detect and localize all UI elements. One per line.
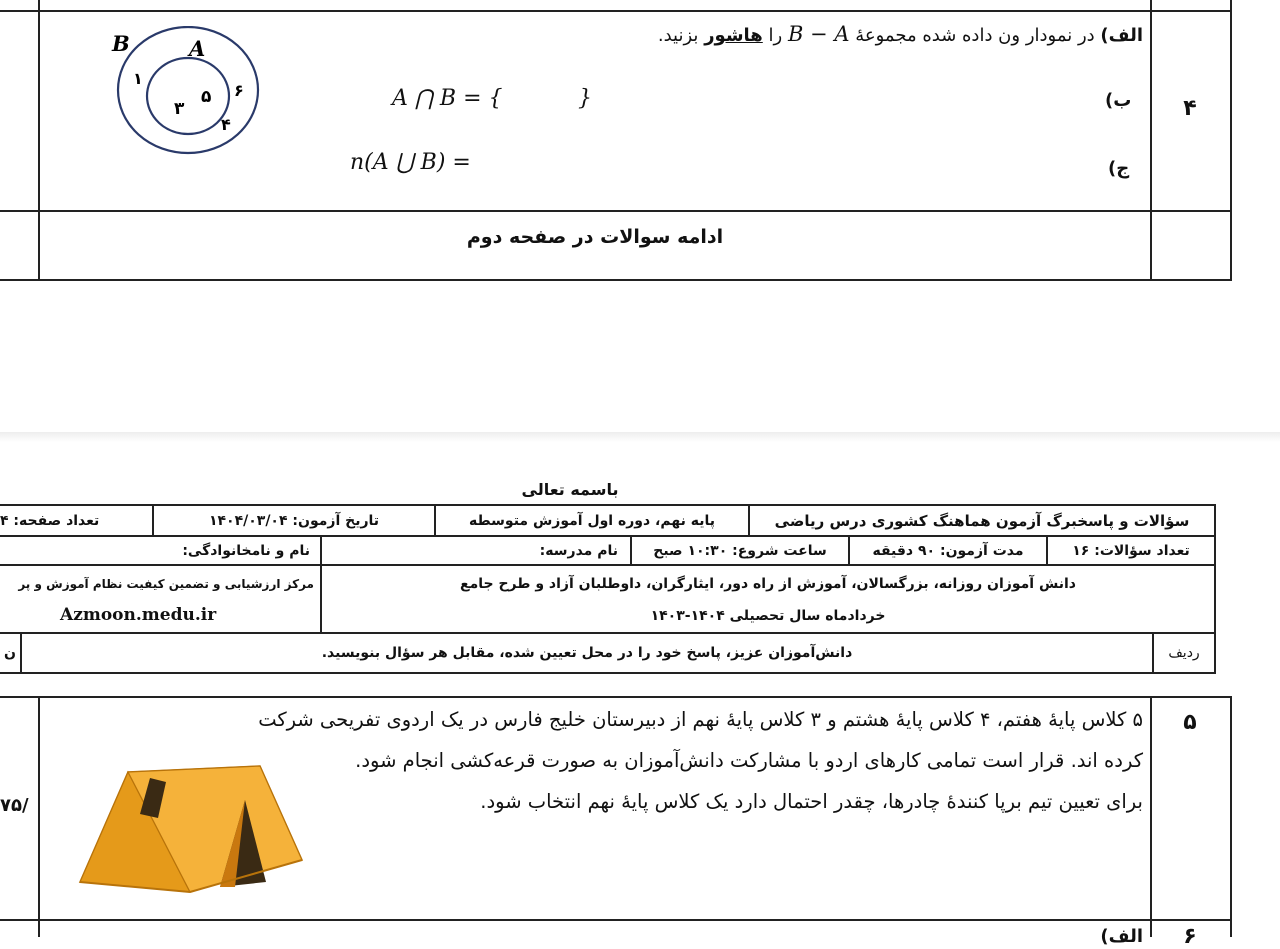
venn-elem-1: ۱ [133,69,143,88]
q4-part-a-text-3: بزنید. [657,25,699,46]
q4-part-c-expr: n(A ⋃ B) = [350,150,471,175]
row-label: ردیف [1168,645,1200,661]
q4-part-b-close: } [578,86,592,111]
q4-part-a-text-1: در نمودار ون داده شده مجموعهٔ [855,25,1095,46]
q5-line-3: برای تعیین تیم برپا کنندهٔ چادرها، چقدر احتمال دارد یک کلاس پایهٔ نهم انتخاب شود. [480,790,1143,813]
q5-line-1: ۵ کلاس پایهٔ هفتم، ۴ کلاس پایهٔ هشتم و ۳ کلاس پایهٔ نهم از دبیرستان خلیج فارس در یک اردوی تفریحی شرکت [258,708,1143,731]
q4-row-number: ۴ [1183,96,1197,121]
score-label-partial: ن [4,645,16,661]
continue-text: ادامه سوالات در صفحه دوم [466,226,724,248]
duration: مدت آزمون: ۹۰ دقیقه [872,542,1024,559]
q6-partial-label: الف) [1100,926,1143,947]
venn-elem-4: ۴ [221,115,231,134]
venn-diagram [100,26,275,166]
term-line: خردادماه سال تحصیلی ۱۴۰۴-۱۴۰۳ [650,608,886,624]
students-line: دانش آموزان روزانه، بزرگسالان، آموزش از راه دور، ایثارگران، داوطلبان آزاد و طرح جامع [460,576,1076,592]
center-name: مرکز ارزشیابی و تضمین کیفیت نظام آموزش و پر [18,577,314,591]
q4-part-c-label: ج) [1108,158,1130,179]
website: Azmoon.medu.ir [60,605,217,625]
q6-row-number: ۶ [1183,924,1197,949]
q4-part-a-expr: B − A [787,22,850,46]
q5-line-2: کرده اند. قرار است تمامی کارهای اردو با مشارکت دانش‌آموزان به صورت قرعه‌کشی انجام شود. [355,749,1143,772]
q4-part-a-emph: هاشور [704,25,763,46]
page-gap [0,432,1280,442]
bismillah: باسمه تعالی [521,480,619,499]
question-count: تعداد سؤالات: ۱۶ [1072,542,1190,559]
instruction: دانش‌آموزان عزیز، پاسخ خود را در محل تعیین شده، مقابل هر سؤال بنویسید. [321,645,853,661]
page-count: تعداد صفحه: ۴ [0,512,100,529]
venn-label-b: B [112,31,130,56]
school-name-field: نام مدرسه: [539,542,618,559]
tent-illustration [70,752,310,902]
venn-elem-6: ۶ [234,81,244,100]
venn-elem-3: ۳ [174,99,185,119]
student-name-field: نام و نامخانوادگی: [182,542,310,559]
q5-row-number: ۵ [1183,710,1197,735]
q4-part-b-label: ب) [1105,90,1132,111]
exam-title: سؤالات و پاسخبرگ آزمون هماهنگ کشوری درس ریاضی [774,511,1190,530]
q4-part-a-text-2: را [768,25,783,46]
start-time: ساعت شروع: ۱۰:۳۰ صبح [653,542,827,559]
exam-grade: پایه نهم، دوره اول آموزش متوسطه [469,512,715,529]
venn-elem-5: ۵ [201,87,212,107]
exam-date: تاریخ آزمون: ۱۴۰۴/۰۳/۰۴ [208,512,380,529]
venn-set-a [147,58,229,134]
q4-part-a-label: الف) [1100,25,1143,46]
venn-label-a: A [189,36,206,61]
q5-score-partial: /۷۵ [0,795,29,816]
q4-part-a [658,22,1143,46]
q4-part-b-expr: A ⋂ B = { [392,86,503,111]
